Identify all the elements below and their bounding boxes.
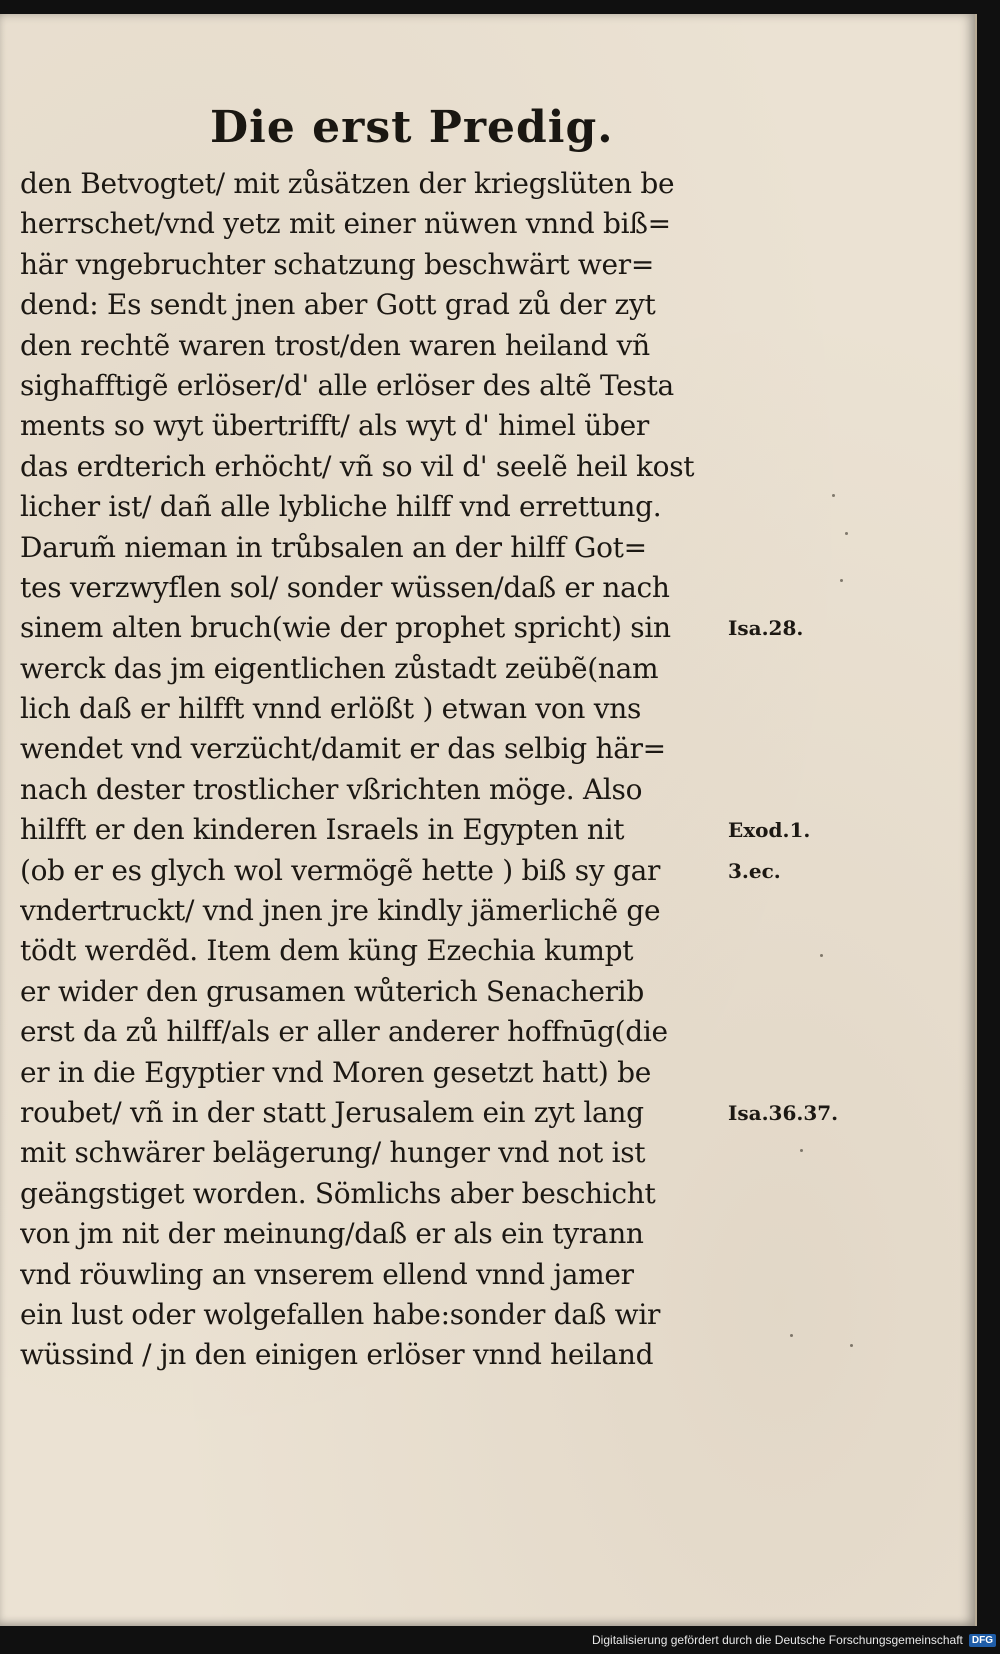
marginal-note: Isa.28. bbox=[728, 616, 804, 641]
text-line: roubet/ vñ in der statt Jerusalem ein zyt lang bbox=[20, 1095, 644, 1129]
text-line: erst da zů hilff/als er aller anderer hoffnūg(die bbox=[20, 1015, 668, 1049]
text-line: das erdterich erhöcht/ vñ so vil d' seelẽ heil kost bbox=[20, 449, 695, 483]
text-line: vndertruckt/ vnd jnen jre kindly jämerlichẽ ge bbox=[20, 894, 661, 928]
text-line: den Betvogtet/ mit zůsätzen der kriegslüten be bbox=[20, 167, 675, 200]
text-line: er in die Egyptier vnd Moren gesetzt hatt) be bbox=[20, 1055, 651, 1089]
text-line: tödt werdẽd. Item dem küng Ezechia kumpt bbox=[20, 934, 634, 968]
text-line: vnd röuwling an vnserem ellend vnnd jamer bbox=[20, 1257, 634, 1291]
text-line: herrschet/vnd yetz mit einer nüwen vnnd biß= bbox=[20, 207, 671, 241]
text-line: licher ist/ dañ alle lybliche hilff vnd errettung. bbox=[20, 490, 662, 524]
text-line: Darum̃ nieman in trůbsalen an der hilff Got= bbox=[20, 530, 647, 564]
text-line: här vngebruchter schatzung beschwärt wer= bbox=[20, 247, 655, 281]
text-line: mit schwärer belägerung/ hunger vnd not ist bbox=[20, 1136, 646, 1170]
text-line: werck das jm eigentlichen zůstadt zeübẽ(nam bbox=[20, 651, 659, 685]
text-line: den rechtẽ waren trost/den waren heiland vñ bbox=[20, 328, 650, 362]
footer-credit: Digitalisierung gefördert durch die Deutsche Forschungsgemeinschaft bbox=[592, 1633, 963, 1647]
text-line: hilfft er den kinderen Israels in Egypten nit bbox=[20, 813, 625, 847]
running-head: Die erst Predig. bbox=[210, 102, 614, 153]
digitization-footer bbox=[592, 1628, 996, 1652]
text-line: wendet vnd verzücht/damit er das selbig här= bbox=[20, 732, 666, 766]
text-line: geängstiget worden. Sömlichs aber beschicht bbox=[20, 1176, 656, 1210]
text-line: von jm nit der meinung/daß er als ein tyrann bbox=[20, 1217, 644, 1251]
book-page bbox=[0, 14, 977, 1626]
text-line: tes verzwyflen sol/ sonder wüssen/daß er nach bbox=[20, 570, 670, 604]
marginal-note: Exod.1. bbox=[728, 818, 811, 843]
text-line: er wider den grusamen wůterich Senacherib bbox=[20, 974, 644, 1008]
marginal-note: 3.ec. bbox=[728, 858, 781, 883]
marginal-note: Isa.36.37. bbox=[728, 1101, 839, 1126]
text-line: lich daß er hilfft vnnd erlößt ) etwan von vns bbox=[20, 692, 642, 726]
body-text bbox=[20, 164, 720, 1376]
text-line: wüssind / jn den einigen erlöser vnnd heiland bbox=[20, 1338, 654, 1372]
text-line: dend: Es sendt jnen aber Gott grad zů der zyt bbox=[20, 288, 656, 322]
text-line: ein lust oder wolgefallen habe:sonder daß wir bbox=[20, 1297, 661, 1331]
text-line: ments so wyt übertrifft/ als wyt d' himel über bbox=[20, 409, 650, 443]
text-line: nach dester trostlicher vßrichten möge. Also bbox=[20, 772, 643, 806]
text-line: sinem alten bruch(wie der prophet spricht) sin bbox=[20, 611, 671, 645]
dfg-logo: DFG bbox=[969, 1634, 996, 1647]
text-line: sighafftigẽ erlöser/d' alle erlöser des altẽ Testa bbox=[20, 368, 674, 402]
text-line: (ob er es glych wol vermögẽ hette ) biß sy gar bbox=[20, 853, 661, 887]
